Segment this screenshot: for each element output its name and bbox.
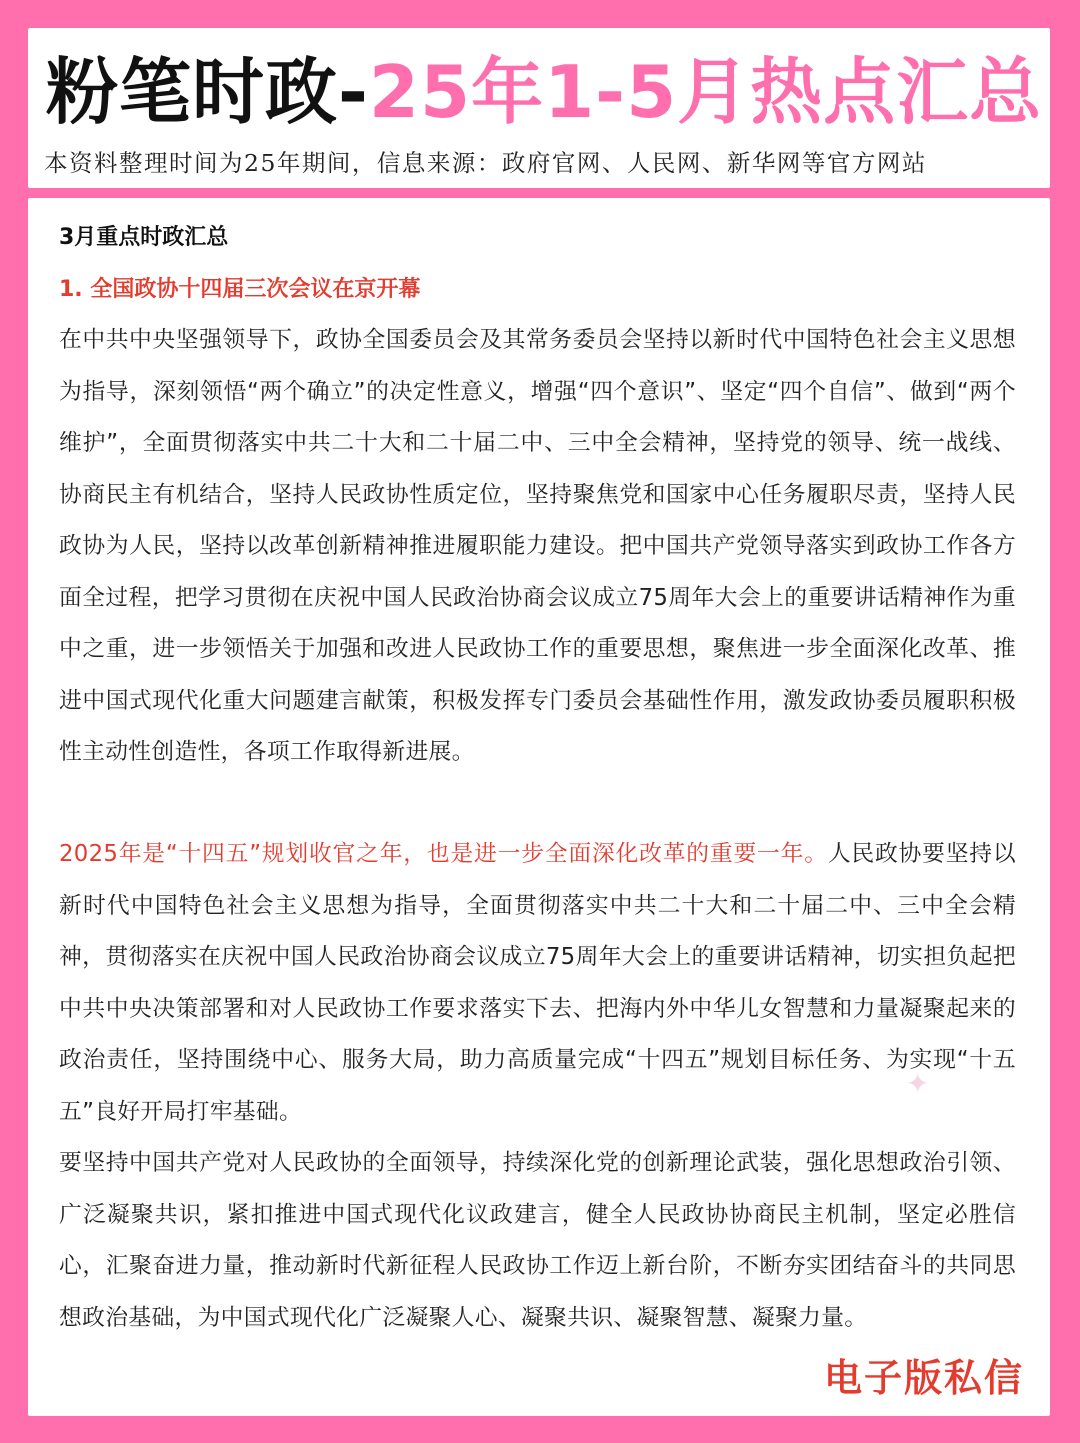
paragraph-2-highlight: 2025年是“十四五”规划收官之年，也是进一步全面深化改革的重要一年。 [59,841,828,867]
paragraph-2-body: 人民政协要坚持以新时代中国特色社会主义思想为指导，全面贯彻落实中共二十大和二十届二中、三中全会精神，贯彻落实在庆祝中国人民政治协商会议成立75周年大会上的重要讲话精神，切实担负起把中共中央决策部署和对人民政协工作要求落实下去、把海内外中华儿女智慧和力量凝聚起来的政治责任，坚持围绕中心、服务大局，助力高质量完成“十四五”规划目标任务、为实现“十五五”良好开局打牢基础。 [59,841,1016,1125]
paragraph-2 [59,829,1016,1138]
header-panel [28,28,1050,188]
paragraph-1: 在中共中央坚强领导下，政协全国委员会及其常务委员会坚持以新时代中国特色社会主义思想为指导，深刻领悟“两个确立”的决定性意义，增强“四个意识”、坚定“四个自信”、做到“两个维护”，全面贯彻落实中共二十大和二十届二中、三中全会精神，坚持党的领导、统一战线、协商民主有机结合，坚持人民政协性质定位，坚持聚焦党和国家中心任务履职尽责，坚持人民政协为人民，坚持以改革创新精神推进履职能力建设。把中国共产党领导落实到政协工作各方面全过程，把学习贯彻在庆祝中国人民政治协商会议成立75周年大会上的重要讲话精神作为重中之重，进一步领悟关于加强和改进人民政协工作的重要思想，聚焦进一步全面深化改革、推进中国式现代化重大问题建言献策，积极发挥专门委员会基础性作用，激发政协委员履职积极性主动性创造性，各项工作取得新进展。 [59,327,1016,765]
contact-label: 电子版私信 [823,1356,1024,1400]
sparkle-icon: ✦ [906,1067,930,1100]
content-panel [28,198,1050,1416]
source-note: 本资料整理时间为25年期间，信息来源：政府官网、人民网、新华网等官方网站 [44,149,927,177]
title-highlight: 25年1-5月热点汇总 [368,50,1043,134]
title-prefix: 粉笔时政- [46,50,369,134]
paragraph-3: 要坚持中国共产党对人民政协的全面领导，持续深化党的创新理论武装，强化思想政治引领、广泛凝聚共识，紧扣推进中国式现代化议政建言，健全人民政协协商民主机制，坚定必胜信心，汇聚奋进力量，推动新时代新征程人民政协工作迈上新台阶，不断夯实团结奋斗的共同思想政治基础，为中国式现代化广泛凝聚人心、凝聚共识、凝聚智慧、凝聚力量。 [59,1150,1016,1331]
item-title: 1. 全国政协十四届三次会议在京开幕 [59,277,421,302]
page-title [46,46,1043,138]
section-heading: 3月重点时政汇总 [59,225,229,250]
